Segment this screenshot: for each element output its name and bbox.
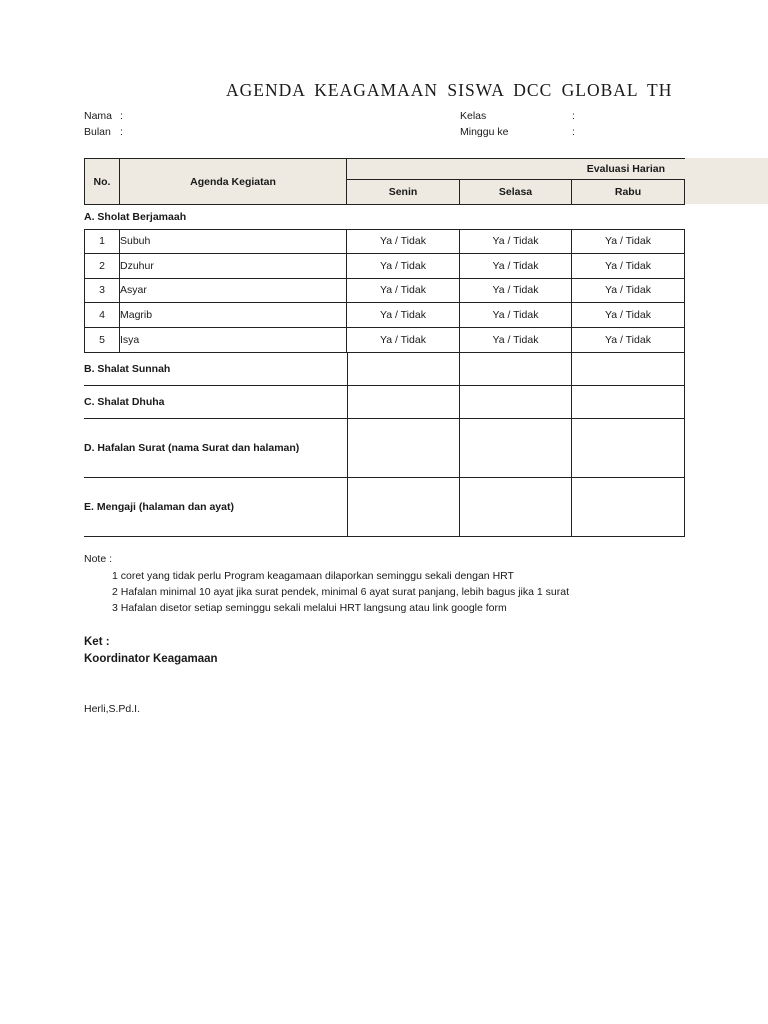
header-evaluasi: Evaluasi Harian: [347, 158, 685, 180]
section-c-selasa: [460, 386, 572, 419]
row-eval-selasa: Ya / Tidak: [460, 303, 572, 328]
section-d-senin: [347, 419, 460, 478]
row-eval-senin: Ya / Tidak: [347, 254, 460, 279]
kelas-colon: :: [572, 110, 575, 122]
ket-label: Ket :: [84, 636, 110, 648]
minggu-label: Minggu ke: [460, 126, 509, 138]
row-eval-selasa: Ya / Tidak: [460, 279, 572, 304]
nama-label: Nama: [84, 110, 113, 122]
note-item-3: 3 Hafalan disetor setiap seminggu sekali melalui HRT langsung atau link google form: [112, 602, 507, 614]
row-activity-name: Asyar: [120, 279, 347, 304]
section-c-rabu: [572, 386, 685, 419]
section-d-label: D. Hafalan Surat (nama Surat dan halaman): [84, 419, 347, 478]
header-no: No.: [84, 158, 120, 205]
row-number: 2: [84, 254, 120, 279]
section-d-rabu: [572, 419, 685, 478]
header-day-senin: Senin: [347, 180, 460, 205]
row-number: 1: [84, 229, 120, 254]
page-title: AGENDA KEAGAMAAN SISWA DCC GLOBAL TH: [226, 80, 673, 100]
header-day-selasa: Selasa: [460, 180, 572, 205]
signature-name: Herli,S.Pd.I.: [84, 703, 141, 715]
row-eval-senin: Ya / Tidak: [347, 328, 460, 353]
row-eval-selasa: Ya / Tidak: [460, 229, 572, 254]
section-e-selasa: [460, 478, 572, 537]
row-activity-name: Subuh: [120, 229, 347, 254]
row-eval-rabu: Ya / Tidak: [572, 229, 685, 254]
section-a-label: A. Sholat Berjamaah: [84, 211, 187, 223]
row-eval-senin: Ya / Tidak: [347, 229, 460, 254]
note-item-1: 1 coret yang tidak perlu Program keagamaan dilaporkan seminggu sekali dengan HRT: [112, 570, 514, 582]
row-eval-senin: Ya / Tidak: [347, 279, 460, 304]
row-eval-selasa: Ya / Tidak: [460, 328, 572, 353]
header-day-rabu: Rabu: [572, 180, 685, 205]
kelas-label: Kelas: [460, 110, 487, 122]
section-e-senin: [347, 478, 460, 537]
row-activity-name: Dzuhur: [120, 254, 347, 279]
note-label: Note :: [84, 553, 113, 565]
section-b-senin: [347, 353, 460, 386]
section-e-label: E. Mengaji (halaman dan ayat): [84, 478, 347, 537]
section-b-rabu: [572, 353, 685, 386]
koordinator-label: Koordinator Keagamaan: [84, 653, 218, 665]
row-eval-senin: Ya / Tidak: [347, 303, 460, 328]
row-eval-rabu: Ya / Tidak: [572, 279, 685, 304]
bulan-label: Bulan: [84, 126, 111, 138]
header-agenda: Agenda Kegiatan: [120, 158, 347, 205]
row-number: 5: [84, 328, 120, 353]
row-activity-name: Isya: [120, 328, 347, 353]
row-eval-rabu: Ya / Tidak: [572, 328, 685, 353]
row-eval-rabu: Ya / Tidak: [572, 303, 685, 328]
row-number: 3: [84, 279, 120, 304]
section-b-label: B. Shalat Sunnah: [84, 353, 347, 386]
note-item-2: 2 Hafalan minimal 10 ayat jika surat pendek, minimal 6 ayat surat panjang, lebih bagus jika 1 surat: [112, 586, 570, 598]
row-eval-rabu: Ya / Tidak: [572, 254, 685, 279]
nama-colon: :: [120, 110, 123, 122]
section-c-senin: [347, 386, 460, 419]
row-eval-selasa: Ya / Tidak: [460, 254, 572, 279]
section-b-selasa: [460, 353, 572, 386]
bulan-colon: :: [120, 126, 123, 138]
section-c-label: C. Shalat Dhuha: [84, 386, 347, 419]
row-activity-name: Magrib: [120, 303, 347, 328]
section-e-rabu: [572, 478, 685, 537]
row-number: 4: [84, 303, 120, 328]
section-d-selasa: [460, 419, 572, 478]
minggu-colon: :: [572, 126, 575, 138]
